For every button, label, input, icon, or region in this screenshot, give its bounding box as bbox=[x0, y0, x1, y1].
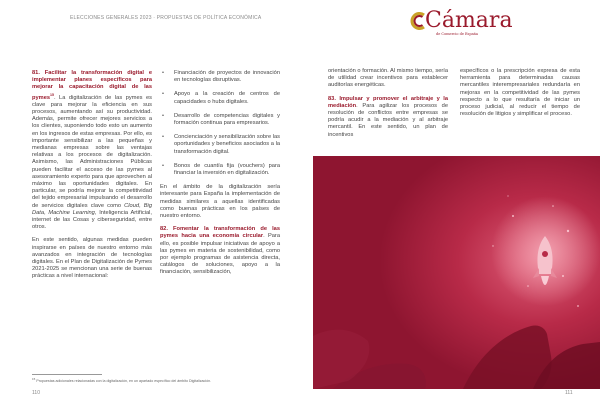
list-item: • Concienciación y sensibilización sobre las oportunidades y beneficios asociados a la transformación digital. bbox=[160, 134, 280, 156]
list-item: • Financiación de proyectos de innovación en tecnologías disruptivas. bbox=[160, 70, 280, 84]
list-item: • Bonos de cuantía fija (vouchers) para financiar la inversión en digitalización. bbox=[160, 163, 280, 177]
rocket-illustration bbox=[313, 156, 600, 389]
term-big-data: Big Data bbox=[32, 202, 152, 216]
column-2 bbox=[160, 70, 280, 283]
page-number-left: 110 bbox=[32, 390, 40, 396]
separator: , bbox=[44, 209, 49, 216]
footnote-divider bbox=[32, 374, 102, 375]
proposal-81-text: . La digitalización de las pymes es clave para mejorar la eficiencia en sus procesos, aumentando así su productividad. Además, permite ofrecer mejores servicios a los clientes, suponiendo todo esto un aumento en los ingresos de estas empresas. Por ello, es importante sensibilizar a las pequeñas y medianas empresas sobre las ventajas relativas a los procesos de digitalización. Asimismo, las Administraciones Públicas pueden facilitar el acceso de las pymes al asesoramiento experto para que aprovechen al máximo las oportunidades digitales. En particular, se podría mejorar la competitividad del tejido empresarial impulsando el desarrollo de servicios digitales clave como bbox=[32, 94, 152, 209]
footnote-number: 15 bbox=[32, 377, 36, 381]
column-1 bbox=[32, 70, 152, 287]
column-4 bbox=[460, 68, 580, 124]
proposal-81-heading: 81. Facilitar la transformación digital e implementar planes específicos para mejorar la capacitación digital de las pymes bbox=[32, 70, 152, 101]
paragraph: En este sentido, algunas medidas pueden inspirarse en países de nuestro entorno más avanzados en integración de tecnologías digitales. En el Plan de Digitalización de Pymes 2021-2025 se mencionan una serie de buenas prácticas a nivel internacional: bbox=[32, 237, 152, 280]
footnote bbox=[32, 377, 211, 383]
paragraph: específicos o la prescripción expresa de esta herramienta para determinadas causas mercantiles interempresariales redundaría en mejoras en la competitividad de las pymes respecto a lo que resultaría de iniciar un proceso judicial, al reducir el tiempo de resolución de litigios y simplificar el proceso. bbox=[460, 68, 580, 118]
term-cloud: Cloud bbox=[124, 202, 140, 209]
term-machine-learning: Machine Learning bbox=[48, 209, 95, 216]
proposal-82 bbox=[160, 226, 280, 276]
proposal-82-text: . Para ello, es posible impulsar iniciativas de apoyo a las pymes en materia de sostenibilidad, como por ejemplo programas de asistencia directa, catálogos de soluciones, apoyo a la financiación, sensibilización, bbox=[160, 233, 280, 276]
logo-subtitle: de Comercio de España bbox=[436, 32, 479, 36]
page-number-right: 111 bbox=[565, 390, 573, 396]
list-item: • Desarrollo de competencias digitales y formación continua para empresarios. bbox=[160, 113, 280, 127]
list-item: • Apoyo a la creación de centros de capacidades o hubs digitales. bbox=[160, 91, 280, 105]
proposal-83-text: . Para agilizar los procesos de resolución de conflictos entre empresas se podría acudir a la mediación y al arbitraje mercantil. En este sentido, un plan de incentivos bbox=[328, 102, 448, 138]
column-3 bbox=[328, 68, 448, 145]
proposal-81 bbox=[32, 70, 152, 231]
footnote-text: Propuestas adicionales relacionadas con la digitalización, en un apartado específico del ámbito Digitalización. bbox=[35, 379, 212, 384]
header-title: ELECCIONES GENERALES 2023 · PROPUESTAS DE POLÍTICA ECONÓMICA bbox=[70, 15, 262, 21]
footnote-ref: 15 bbox=[50, 92, 54, 97]
good-practices-list bbox=[160, 70, 280, 177]
rocket-hand-icon bbox=[313, 156, 600, 389]
proposal-83-heading: 83. Impulsar y promover el arbitraje y la mediación bbox=[328, 95, 448, 109]
camara-logo bbox=[410, 8, 520, 42]
paragraph: orientación o formación. Al mismo tiempo, sería de utilidad crear incentivos para establecer auditorías energéticas. bbox=[328, 68, 448, 89]
proposal-82-heading: 82. Fomentar la transformación de las pymes hacia una economía circular bbox=[160, 226, 280, 240]
paragraph: En el ámbito de la digitalización sería interesante para España la implementación de medidas similares a aquellas identificadas como buenas prácticas en los países de nuestro entorno. bbox=[160, 184, 280, 220]
separator: , bbox=[139, 202, 144, 209]
proposal-81-text-end: , Inteligencia Artificial, internet de las Cosas y ciberseguridad, entre otros. bbox=[32, 209, 152, 231]
proposal-83 bbox=[328, 96, 448, 139]
logo-name: Cámara bbox=[425, 8, 513, 33]
